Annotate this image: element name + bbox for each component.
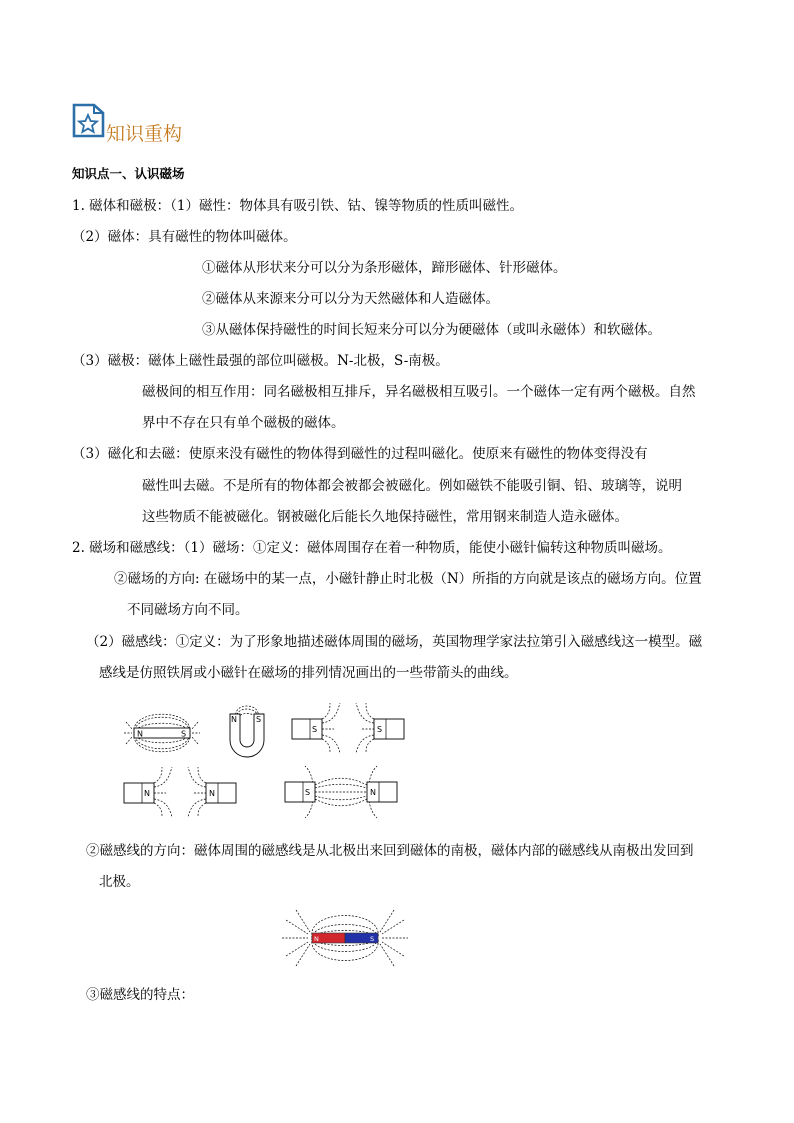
bar-n-label: N: [137, 729, 143, 739]
colored-bar-magnet-figure: [280, 906, 410, 970]
lines-dir-line-1: ②磁感线的方向：磁体周围的磁感线是从北极出来回到磁体的南极，磁体内部的磁感线从南极出发回到: [86, 843, 694, 859]
ss-repel-figure: [290, 703, 405, 753]
pair-ss-right-label: S: [377, 725, 383, 734]
horseshoe-magnet-figure: [222, 700, 272, 760]
lines-dir-line-2: 北极。: [99, 874, 140, 890]
item1-line: 1. 磁体和磁极：（1）磁性：物体具有吸引铁、钴、镍等物质的性质叫磁性。: [72, 198, 524, 214]
bar-s-label: S: [181, 729, 187, 739]
sn-attract-figure: [283, 766, 398, 818]
horse-n-label: N: [231, 715, 237, 724]
bar-magnet-field-figure: [122, 708, 202, 758]
interaction-line-1: 磁极间的相互作用：同名磁极相互排斥，异名磁极相互吸引。一个磁体一定有两个磁极。自然: [142, 384, 696, 400]
horse-s-label: S: [256, 715, 262, 724]
pair-ss-left-label: S: [312, 725, 318, 734]
section-title: 知识重构: [106, 123, 183, 145]
lines-feature-line: ③磁感线的特点：: [86, 987, 194, 1003]
nn-repel-figure: [122, 767, 237, 817]
direction-line-1: ②磁场的方向: 在磁场中的某一点，小磁针静止时北极（N）所指的方向就是该点的磁场方向。位置: [114, 571, 702, 587]
lines-def-line-1: （2）磁感线：①定义：为了形象地描述磁体周围的磁场，英国物理学家法拉第引入磁感线这一模型。磁: [86, 634, 703, 650]
color-n-label: N: [314, 935, 319, 943]
pair-sn-right-label: N: [370, 788, 376, 797]
item2-line: 2. 磁场和磁感线：（1）磁场：①定义：磁体周围存在着一种物质，能使小磁针偏转这种物质叫磁场。: [72, 540, 672, 556]
sub-c-line: ③从磁体保持磁性的时间长短来分可以分为硬磁体（或叫永磁体）和软磁体。: [202, 322, 661, 338]
point1-title: 知识点一、认识磁场: [72, 166, 185, 181]
interaction-line-2: 界中不存在只有单个磁极的磁体。: [142, 415, 345, 431]
item1-2-line: （2）磁体：具有磁性的物体叫磁体。: [72, 229, 297, 245]
magnetize-line-2: 磁性叫去磁。不是所有的物体都会被都会被磁化。例如磁铁不能吸引铜、铅、玻璃等，说明: [142, 478, 682, 494]
magnetize-line-3: 这些物质不能被磁化。钢被磁化后能长久地保持磁性，常用钢来制造人造永磁体。: [142, 509, 628, 525]
direction-line-2: 不同磁场方向不同。: [127, 602, 249, 618]
pair-nn-left-label: N: [144, 789, 150, 798]
sub-b-line: ②磁体从来源来分可以分为天然磁体和人造磁体。: [202, 291, 499, 307]
color-s-label: S: [370, 935, 375, 943]
lines-def-line-2: 感线是仿照铁屑或小磁针在磁场的排列情况画出的一些带箭头的曲线。: [99, 665, 518, 681]
item1-3-line: （3）磁极：磁体上磁性最强的部位叫磁极。N-北极，S-南极。: [72, 353, 449, 369]
magnetize-line-1: （3）磁化和去磁：使原来没有磁性的物体得到磁性的过程叫磁化。使原来有磁性的物体变得没有: [72, 446, 648, 462]
star-folder-icon: [72, 103, 106, 139]
pair-sn-left-label: S: [305, 788, 311, 797]
section-heading: [72, 103, 212, 143]
sub-a-line: ①磁体从形状来分可以分为条形磁体，蹄形磁体、针形磁体。: [202, 260, 567, 276]
pair-nn-right-label: N: [209, 789, 215, 798]
